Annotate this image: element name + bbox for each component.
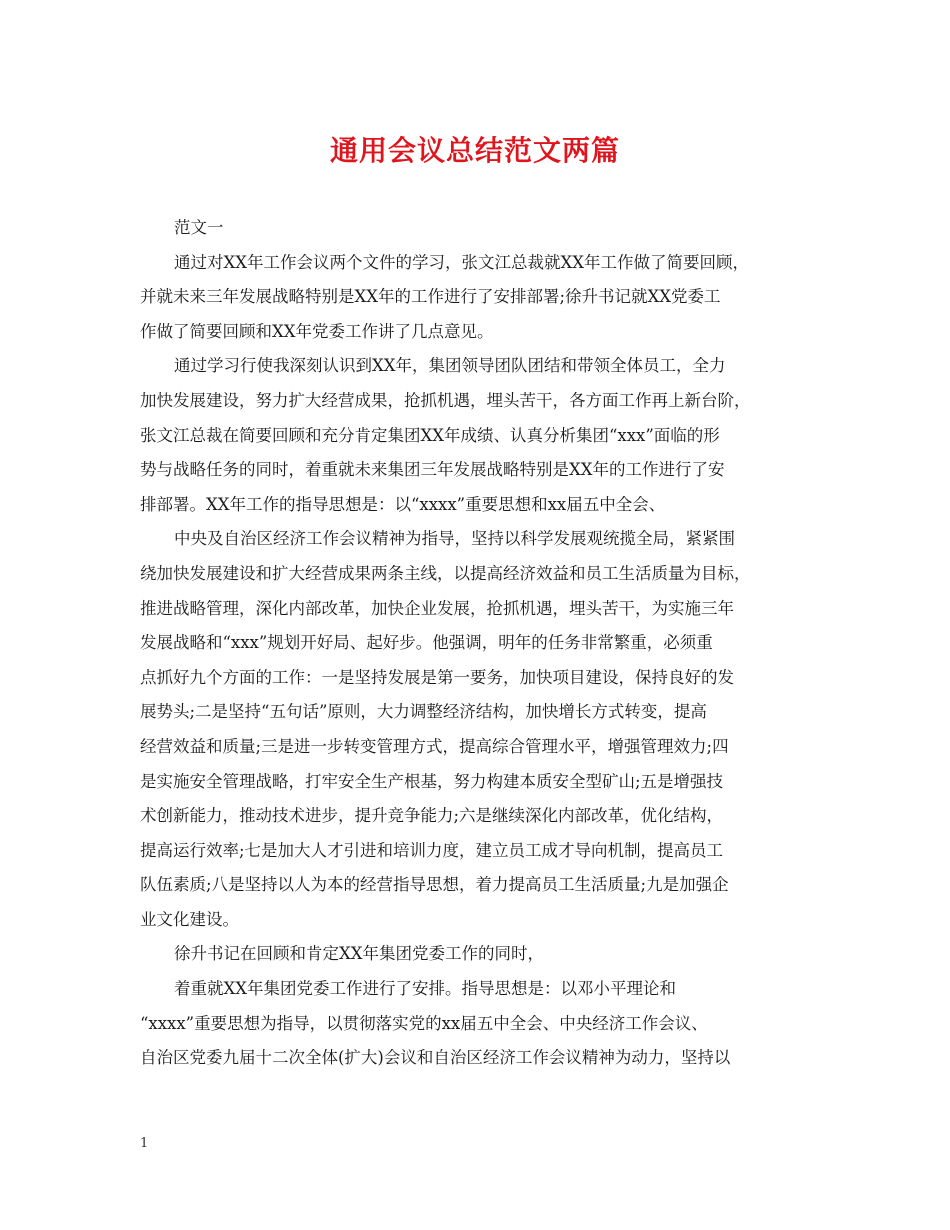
document-body bbox=[140, 211, 816, 1076]
text-line: 张文江总裁在简要回顾和充分肯定集团XX年成绩、认真分析集团“xxx”面临的形 bbox=[140, 425, 720, 445]
text-line: 势与战略任务的同时，着重就未来集团三年发展战略特别是XX年的工作进行了安 bbox=[140, 460, 725, 480]
text-line: 徐升书记在回顾和肯定XX年集团党委工作的同时， bbox=[174, 944, 544, 964]
text-line: 并就未来三年发展战略特别是XX年的工作进行了安排部署;徐升书记就XX党委工 bbox=[140, 287, 721, 307]
text-line: 队伍素质;八是坚持以人为本的经营指导思想，着力提高员工生活质量;九是加强企 bbox=[140, 875, 729, 895]
document-title: 通用会议总结范文两篇 bbox=[329, 134, 620, 167]
text-line: 自治区党委九届十二次全体(扩大)会议和自治区经济工作会议精神为动力，坚持以 bbox=[140, 1048, 731, 1068]
page-number: 1 bbox=[140, 1136, 149, 1151]
text-line: 术创新能力，推动技术进步，提升竞争能力;六是继续深化内部改革，优化结构， bbox=[140, 806, 724, 826]
text-line: 中央及自治区经济工作会议精神为指导，坚持以科学发展观统揽全局，紧紧围 bbox=[174, 529, 735, 549]
text-line: 经营效益和质量;三是进一步转变管理方式，提高综合管理水平，增强管理效力;四 bbox=[140, 736, 729, 756]
text-line: 业文化建设。 bbox=[140, 909, 239, 929]
text-line: 通过对XX年工作会议两个文件的学习，张文江总裁就XX年工作做了简要回顾， bbox=[174, 252, 749, 272]
text-line: 通过学习行使我深刻认识到XX年，集团领导团队团结和带领全体员工，全力 bbox=[174, 356, 726, 376]
text-line: 加快发展建设，努力扩大经营成果，抢抓机遇，埋头苦干，各方面工作再上新台阶， bbox=[140, 390, 751, 410]
text-line: 着重就XX年集团党委工作进行了安排。指导思想是：以邓小平理论和 bbox=[174, 979, 676, 999]
text-line: 排部署。XX年工作的指导思想是：以“xxxx”重要思想和xx届五中全会、 bbox=[140, 494, 666, 514]
text-line: 是实施安全管理战略，打牢安全生产根基，努力构建本质安全型矿山;五是增强技 bbox=[140, 771, 724, 791]
text-line: “xxxx”重要思想为指导，以贯彻落实党的xx届五中全会、中央经济工作会议、 bbox=[140, 1013, 708, 1033]
text-line: 发展战略和“xxx”规划开好局、起好步。他强调，明年的任务非常繁重，必须重 bbox=[140, 633, 713, 653]
text-line: 推进战略管理，深化内部改革，加快企业发展，抢抓机遇，埋头苦干，为实施三年 bbox=[140, 598, 734, 618]
text-line: 范文一 bbox=[174, 218, 224, 237]
text-line: 提高运行效率;七是加大人才引进和培训力度，建立员工成才导向机制，提高员工 bbox=[140, 840, 724, 860]
text-line: 绕加快发展建设和扩大经营成果两条主线，以提高经济效益和员工生活质量为目标， bbox=[140, 563, 751, 583]
text-line: 展势头;二是坚持“五句话”原则，大力调整经济结构，加快增长方式转变，提高 bbox=[140, 702, 707, 722]
text-line: 作做了简要回顾和XX年党委工作讲了几点意见。 bbox=[140, 321, 494, 341]
text-line: 点抓好九个方面的工作：一是坚持发展是第一要务，加快项目建设，保持良好的发 bbox=[140, 667, 734, 687]
